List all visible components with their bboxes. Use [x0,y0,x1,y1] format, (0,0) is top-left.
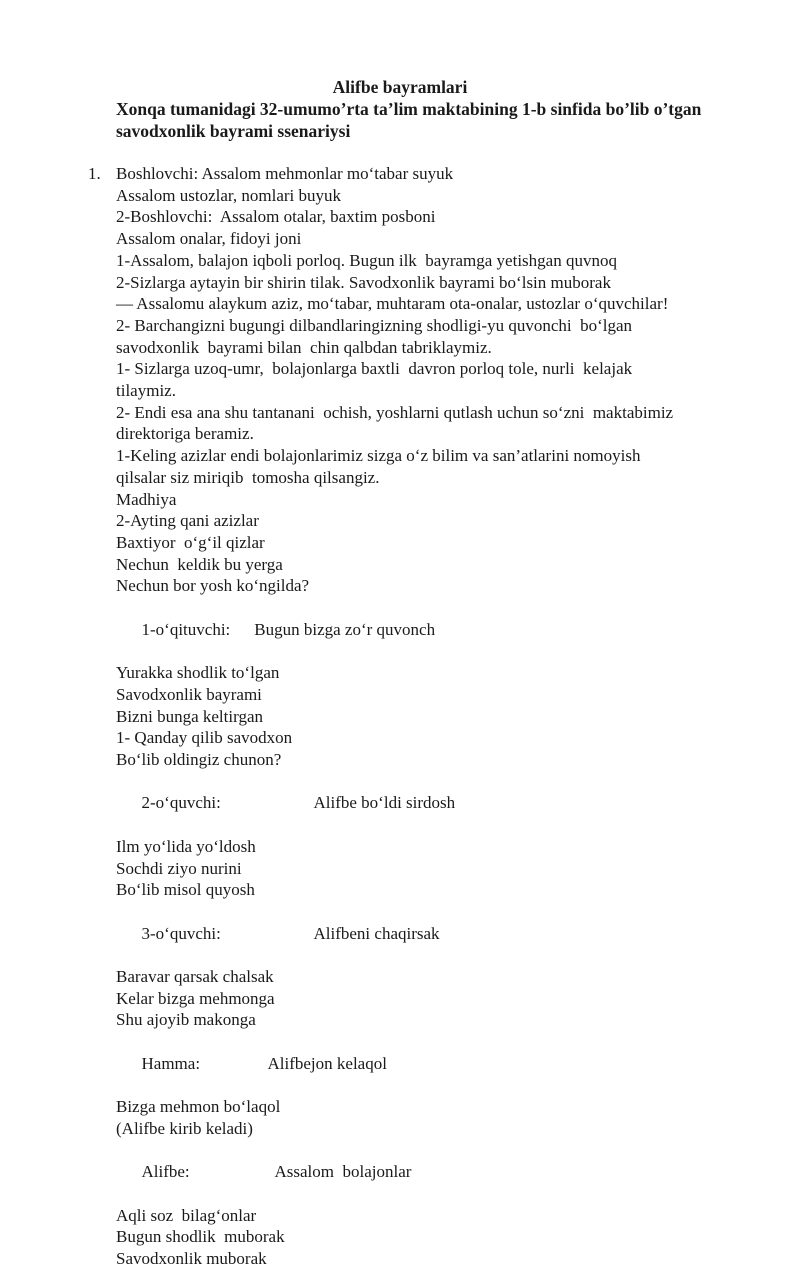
script-line: Bo‘lib oldingiz chunon? [116,749,282,769]
script-line: Nechun bor yosh ko‘ngilda? [116,576,310,596]
script-line: Bugun shodlik muborak [116,1227,285,1247]
script-line: 2-Sizlarga aytayin bir shirin tilak. Savodxonlik bayrami bo‘lsin muborak [116,272,611,292]
document-subtitle: Xonqa tumanidagi 32-umumo’rta ta’lim maktabining 1-b sinfida bo’lib o’tgan savodxonlik bayrami ssenariysi [116,99,702,141]
script-line: Assalom ustozlar, nomlari buyuk [116,185,342,205]
script-line: 1- Qanday qilib savodxon [116,728,293,748]
script-line: 1-Keling azizlar endi bolajonlarimiz sizga o‘z bilim va san’atlarini nomoyish [116,446,641,466]
script-line: Savodxonlik bayrami [116,684,262,704]
script-line: qilsalar siz miriqib tomosha qilsangiz. [116,467,380,487]
speaker-text: Assalom bolajonlar [274,1162,412,1182]
speaker-line [116,771,776,836]
script-line: Ilm yo‘lida yo‘ldosh [116,836,256,856]
script-line: Savodxonlik muborak [116,1249,267,1269]
script-line: (Alifbe kirib keladi) [116,1118,253,1138]
script-line: Aqli soz bilag‘onlar [116,1205,257,1225]
speaker-text: Alifbejon kelaqol [267,1053,387,1073]
script-body [88,163,776,1270]
list-number: 1. [88,164,101,183]
script-line: Baravar qarsak chalsak [116,967,274,987]
script-line: 1- Sizlarga uzoq-umr, bolajonlarga baxtli davron porloq tole, nurli kelajak [116,359,633,379]
script-line: Sochdi ziyo nurini [116,858,242,878]
speaker-name: Hamma: [141,1053,201,1073]
document-title: Alifbe bayramlari [332,77,468,97]
script-line: Assalom onalar, fidoyi joni [116,229,302,249]
speaker-line [116,597,776,662]
script-line: 2-Ayting qani azizlar [116,511,259,531]
speaker-name: Alifbe: [141,1162,190,1182]
speaker-name: 3-o‘quvchi: [141,923,221,943]
script-line: 2-Boshlovchi: Assalom otalar, baxtim posboni [116,207,436,227]
script-line: Yurakka shodlik to‘lgan [116,663,280,683]
speaker-text: Bugun bizga zo‘r quvonch [254,619,436,639]
speaker-text: Alifbeni chaqirsak [313,923,440,943]
script-line: savodxonlik bayrami bilan chin qalbdan tabriklaymiz. [116,337,492,357]
script-line: Bizga mehmon bo‘laqol [116,1097,281,1117]
speaker-name: 2-o‘quvchi: [141,793,221,813]
script-line: Nechun keldik bu yerga [116,554,283,574]
script-line: Bizni bunga keltirgan [116,706,263,726]
script-line: — Assalomu alaykum aziz, mo‘tabar, muhtaram ota-onalar, ustozlar o‘quvchilar! [116,294,669,314]
speaker-line [116,901,776,966]
script-line: Shu ajoyib makonga [116,1010,256,1030]
speaker-text: Alifbe bo‘ldi sirdosh [313,793,456,813]
script-line: 2- Barchangizni bugungi dilbandlaringizning shodligi-yu quvonchi bo‘lgan [116,315,633,335]
script-line: Madhiya [116,489,177,509]
speaker-line [116,1031,776,1096]
script-line: Baxtiyor o‘g‘il qizlar [116,532,265,552]
script-line: Kelar bizga mehmonga [116,988,275,1008]
script-line: 1-Assalom, balajon iqboli porloq. Bugun ilk bayramga yetishgan quvnoq [116,250,617,270]
speaker-name: 1-o‘qituvchi: [141,619,231,639]
script-line: Boshlovchi: Assalom mehmonlar mo‘tabar suyuk [116,164,454,183]
script-line: direktoriga beramiz. [116,424,254,444]
speaker-line [116,1140,776,1205]
script-line: 2- Endi esa ana shu tantanani ochish, yoshlarni qutlash uchun so‘zni maktabimiz [116,402,674,422]
script-line: Bo‘lib misol quyosh [116,880,255,900]
script-line: tilaymiz. [116,381,176,401]
